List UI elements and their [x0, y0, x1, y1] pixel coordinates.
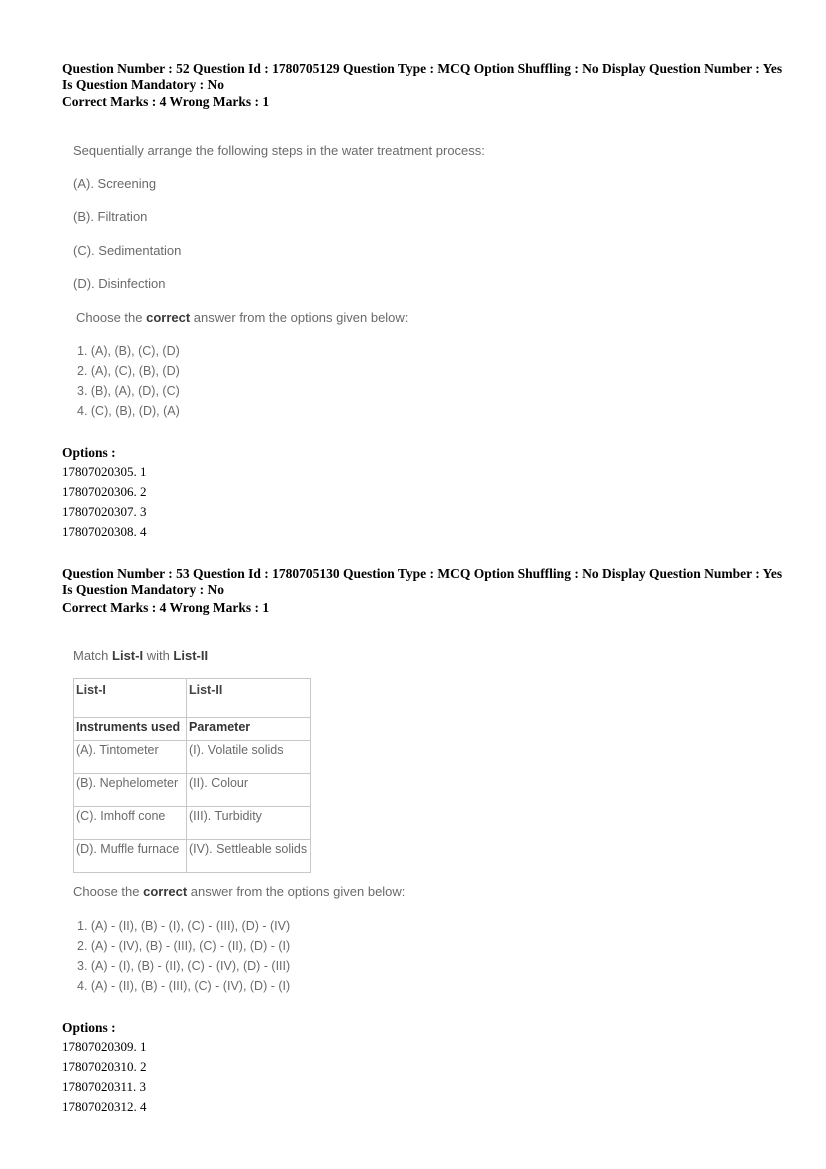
question-prompt: Sequentially arrange the following steps in the water treatment process:	[73, 143, 485, 158]
question-mandatory: Is Question Mandatory : No	[62, 582, 225, 597]
option-id: 17807020309. 1	[62, 1039, 147, 1054]
table-cell: (A). Tintometer	[74, 741, 187, 774]
question-meta-line: Question Number : 52 Question Id : 1780705129 Question Type : MCQ Option Shuffling : No Display Question Number : Yes	[62, 61, 783, 76]
table-subheader-row	[74, 718, 311, 741]
table-row	[74, 741, 311, 774]
answer-choice: 3. (A) - (I), (B) - (II), (C) - (IV), (D) - (III)	[77, 959, 291, 973]
answer-choice: 4. (C), (B), (D), (A)	[77, 404, 180, 418]
list-item: (C). Sedimentation	[73, 243, 182, 258]
option-id: 17807020308. 4	[62, 524, 147, 539]
answer-choice: 2. (A) - (IV), (B) - (III), (C) - (II), (D) - (I)	[77, 939, 291, 953]
list-item: (B). Filtration	[73, 209, 148, 224]
question-marks: Correct Marks : 4 Wrong Marks : 1	[62, 600, 270, 615]
table-row	[74, 840, 311, 873]
option-id: 17807020306. 2	[62, 484, 147, 499]
answer-choice: 2. (A), (C), (B), (D)	[77, 364, 180, 378]
question-marks: Correct Marks : 4 Wrong Marks : 1	[62, 94, 270, 109]
table-header-row	[74, 679, 311, 718]
options-label: Options :	[62, 445, 116, 460]
option-id: 17807020312. 4	[62, 1099, 147, 1114]
table-cell: (B). Nephelometer	[74, 774, 187, 807]
table-cell: (I). Volatile solids	[187, 741, 311, 774]
table-subheader-cell: Parameter	[187, 718, 311, 741]
table-cell: (IV). Settleable solids	[187, 840, 311, 873]
table-cell: (C). Imhoff cone	[74, 807, 187, 840]
choose-instruction: Choose the correct answer from the options given below:	[76, 310, 409, 325]
options-label: Options :	[62, 1020, 116, 1035]
option-id: 17807020311. 3	[62, 1079, 147, 1094]
question-meta-line: Question Number : 53 Question Id : 1780705130 Question Type : MCQ Option Shuffling : No Display Question Number : Yes	[62, 566, 783, 581]
choose-instruction: Choose the correct answer from the options given below:	[73, 884, 406, 899]
table-subheader-cell: Instruments used	[74, 718, 187, 741]
match-table	[73, 678, 311, 873]
list-item: (A). Screening	[73, 176, 157, 191]
question-mandatory: Is Question Mandatory : No	[62, 77, 225, 92]
table-header-cell: List-II	[187, 679, 311, 718]
question-prompt: Match List-I with List-II	[73, 648, 209, 663]
table-row	[74, 807, 311, 840]
answer-choice: 1. (A) - (II), (B) - (I), (C) - (III), (D) - (IV)	[77, 919, 291, 933]
option-id: 17807020310. 2	[62, 1059, 147, 1074]
answer-choice: 1. (A), (B), (C), (D)	[77, 344, 180, 358]
table-header-cell: List-I	[74, 679, 187, 718]
answer-choice: 4. (A) - (II), (B) - (III), (C) - (IV), (D) - (I)	[77, 979, 291, 993]
table-cell: (D). Muffle furnace	[74, 840, 187, 873]
answer-choice: 3. (B), (A), (D), (C)	[77, 384, 180, 398]
list-item: (D). Disinfection	[73, 276, 166, 291]
table-cell: (II). Colour	[187, 774, 311, 807]
table-cell: (III). Turbidity	[187, 807, 311, 840]
table-row	[74, 774, 311, 807]
option-id: 17807020305. 1	[62, 464, 147, 479]
option-id: 17807020307. 3	[62, 504, 147, 519]
